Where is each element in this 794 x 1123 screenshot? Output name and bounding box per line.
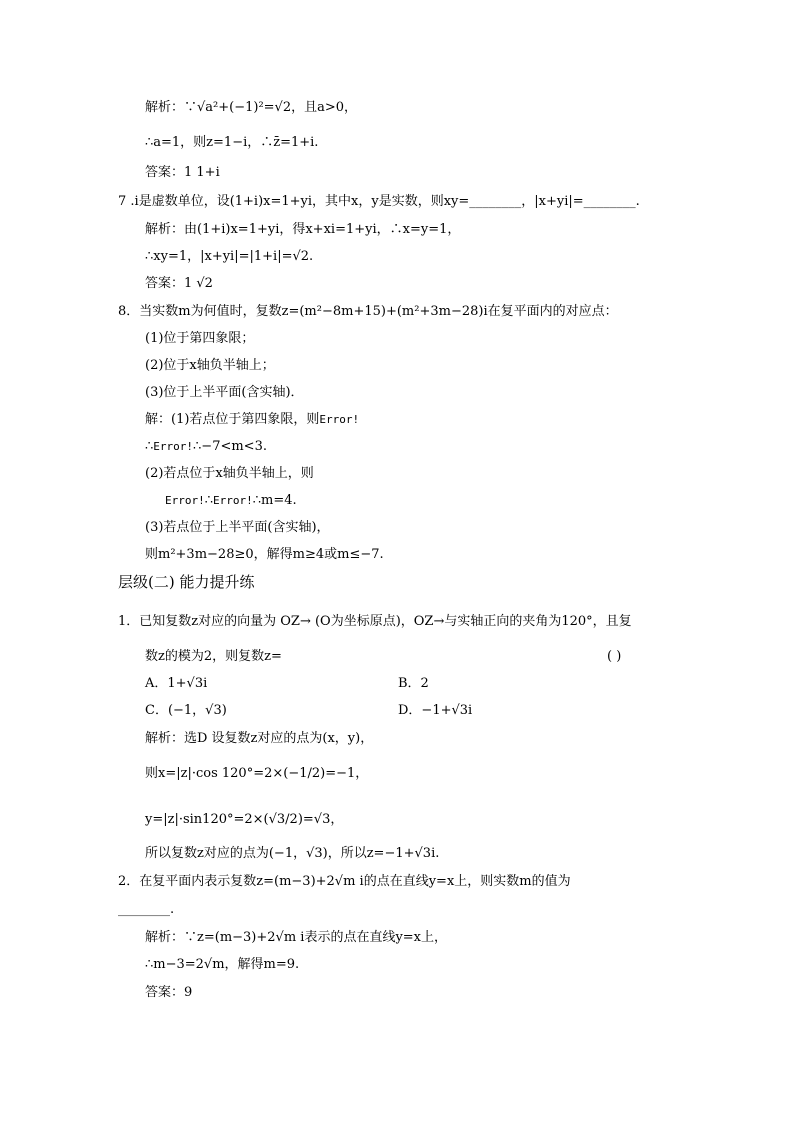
solution-text: ∴: [204, 493, 214, 508]
error-placeholder: Error!: [153, 440, 194, 453]
solution-line: (2)若点位于x轴负半轴上，则: [145, 466, 314, 481]
section-heading: 层级(二) 能力提升练: [118, 573, 255, 591]
solution-line: [145, 438, 267, 456]
question-8: 8．当实数m为何值时，复数z=(m²−8m+15)+(m²+3m−28)i在复平面内的对应点：: [118, 304, 618, 319]
question-1: 1．已知复数z对应的向量为 OZ→ (O为坐标原点)，OZ→与实轴正向的夹角为120°，且复: [118, 614, 632, 629]
option-b: B．2: [398, 676, 429, 691]
answer-line: 答案：1 √2: [145, 276, 213, 291]
question-part: (3)位于上半平面(含实轴)．: [145, 385, 304, 400]
solution-line: 解析：由(1+i)x=1+yi，得x+xi=1+yi，∴x=y=1，: [145, 222, 461, 237]
blank-line: ________.: [118, 902, 175, 917]
question-part: (2)位于x轴负半轴上；: [145, 358, 275, 373]
question-7: 7 .i是虚数单位，设(1+i)x=1+yi，其中x，y是实数，则xy=________，|x+yi|=________.: [118, 194, 640, 209]
solution-line: y=|z|·sin120°=2×(√3/2)=√3，: [145, 812, 344, 827]
answer-line: 答案：1 1+i: [145, 165, 220, 180]
solution-line: 所以复数z对应的点为(−1，√3)，所以z=−1+√3i.: [145, 846, 440, 861]
solution-text: ∴m=4.: [252, 493, 297, 508]
solution-text: 解：(1)若点位于第四象限，则: [145, 412, 320, 427]
answer-line: 答案：9: [145, 985, 193, 1000]
solution-line: 则x=|z|·cos 120°=2×(−1/2)=−1，: [145, 766, 369, 781]
solution-line: 解析：选D 设复数z对应的点为(x，y)，: [145, 731, 374, 746]
solution-line: [165, 492, 297, 510]
solution-line: (3)若点位于上半平面(含实轴)，: [145, 520, 330, 535]
solution-line: 则m²+3m−28≥0，解得m≥4或m≤−7.: [145, 547, 384, 562]
question-2: 2．在复平面内表示复数z=(m−3)+2√m i的点在直线y=x上，则实数m的值为: [118, 874, 571, 889]
question-line: 数z的模为2，则复数z=: [145, 649, 282, 664]
option-c: C．(−1，√3): [145, 703, 227, 718]
solution-line: [145, 411, 359, 429]
option-a: A．1+√3i: [145, 676, 208, 691]
solution-text: ∴: [145, 439, 154, 454]
solution-line: 解析：∵√a²+(−1)²=√2，且a>0，: [145, 100, 358, 115]
solution-line: ∴xy=1，|x+yi|=|1+i|=√2.: [145, 249, 314, 264]
question-part: (1)位于第四象限；: [145, 331, 255, 346]
error-placeholder: Error!: [213, 494, 253, 507]
solution-line: 解析：∵z=(m−3)+2√m i表示的点在直线y=x上，: [145, 930, 448, 945]
solution-line: ∴a=1，则z=1−i，∴z̄=1+i.: [145, 135, 319, 150]
error-placeholder: Error!: [165, 494, 205, 507]
solution-line: ∴m−3=2√m，解得m=9.: [145, 957, 300, 972]
error-placeholder: Error!: [319, 413, 360, 426]
solution-text: ∴−7<m<3.: [193, 439, 267, 454]
answer-bracket: ( ): [607, 649, 622, 664]
option-d: D．−1+√3i: [398, 703, 473, 718]
